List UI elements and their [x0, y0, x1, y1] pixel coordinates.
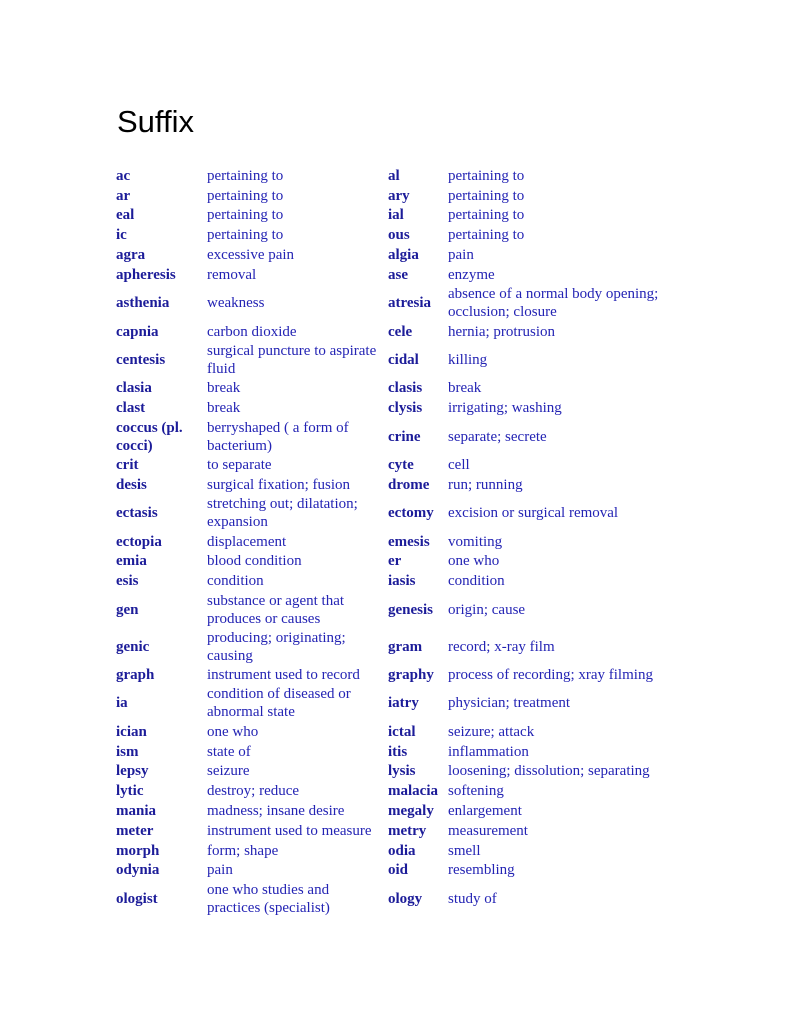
table-row [114, 781, 674, 801]
table-row [114, 762, 674, 782]
table-row [114, 245, 674, 265]
suffix-term: graphy [388, 667, 434, 684]
suffix-term: emesis [388, 533, 430, 550]
suffix-term: mania [116, 803, 157, 820]
suffix-definition: pertaining to [448, 167, 525, 184]
suffix-term: ician [116, 723, 147, 740]
suffix-table [114, 166, 674, 917]
suffix-term: gen [116, 601, 139, 618]
table-row [114, 821, 674, 841]
suffix-definition: enzyme [448, 266, 495, 283]
table-row [114, 285, 674, 322]
table-row [114, 571, 674, 591]
suffix-definition: process of recording; xray filming [448, 667, 653, 684]
suffix-definition: stretching out; dilatation; expansion [207, 496, 358, 531]
suffix-term: megaly [388, 803, 434, 820]
suffix-term: ar [116, 187, 131, 204]
suffix-term: cele [388, 323, 413, 340]
table-row [114, 265, 674, 285]
suffix-definition: substance or agent that produces or causes [207, 592, 345, 627]
suffix-term: ectasis [116, 505, 158, 522]
suffix-definition: destroy; reduce [207, 783, 300, 800]
suffix-term: al [388, 167, 400, 184]
suffix-term: algia [388, 247, 419, 264]
suffix-definition: carbon dioxide [207, 323, 297, 340]
suffix-definition: resembling [448, 862, 515, 879]
table-row [114, 801, 674, 821]
suffix-definition: excision or surgical removal [448, 505, 619, 522]
suffix-definition: to separate [207, 457, 272, 474]
suffix-definition: inflammation [448, 743, 529, 760]
suffix-term: iasis [388, 573, 416, 590]
suffix-definition: berryshaped ( a form of bacterium) [207, 419, 349, 454]
table-row [114, 166, 674, 186]
suffix-term: atresia [388, 295, 432, 312]
suffix-definition: study of [448, 890, 497, 907]
suffix-term: crit [116, 457, 139, 474]
suffix-definition: measurement [448, 822, 528, 839]
suffix-definition: instrument used to measure [207, 822, 372, 839]
suffix-definition: seizure [207, 763, 250, 780]
table-row [114, 552, 674, 572]
suffix-definition: one who [207, 723, 259, 740]
suffix-term: drome [388, 476, 430, 493]
table-row [114, 861, 674, 881]
suffix-definition: vomiting [448, 533, 503, 550]
suffix-term: metry [388, 822, 427, 839]
suffix-term: odynia [116, 862, 160, 879]
suffix-definition: cell [448, 457, 470, 474]
table-row [114, 322, 674, 342]
suffix-term: genesis [388, 601, 433, 618]
suffix-term: ase [388, 266, 408, 283]
suffix-definition: displacement [207, 533, 287, 550]
suffix-term: meter [116, 822, 154, 839]
suffix-definition: condition of diseased or abnormal state [207, 686, 351, 721]
suffix-term: ial [388, 207, 404, 224]
table-row [114, 398, 674, 418]
suffix-term: ous [388, 227, 410, 244]
table-row [114, 591, 674, 628]
suffix-term: desis [116, 476, 147, 493]
suffix-term: centesis [116, 352, 166, 369]
suffix-term: odia [388, 842, 416, 859]
suffix-term: asthenia [116, 295, 170, 312]
suffix-term: gram [388, 638, 423, 655]
suffix-definition: separate; secrete [448, 428, 547, 445]
table-row [114, 206, 674, 226]
suffix-term: oid [388, 862, 409, 879]
suffix-term: lysis [388, 763, 416, 780]
suffix-definition: origin; cause [448, 601, 526, 618]
suffix-term: iatry [388, 695, 419, 712]
suffix-term: ectomy [388, 505, 434, 522]
table-row [114, 532, 674, 552]
suffix-term: genic [116, 638, 150, 655]
suffix-definition: loosening; dissolution; separating [448, 763, 650, 780]
suffix-term: ictal [388, 723, 416, 740]
table-row [114, 665, 674, 685]
suffix-definition: pertaining to [448, 187, 525, 204]
suffix-definition: hernia; protrusion [448, 323, 556, 340]
table-row [114, 742, 674, 762]
suffix-definition: smell [448, 842, 481, 859]
table-row [114, 225, 674, 245]
suffix-definition: pertaining to [207, 207, 284, 224]
table-row [114, 880, 674, 917]
suffix-definition: removal [207, 266, 257, 283]
suffix-definition: enlargement [448, 803, 522, 820]
suffix-definition: one who [448, 553, 500, 570]
suffix-definition: irrigating; washing [448, 400, 562, 417]
suffix-definition: softening [448, 783, 504, 800]
suffix-definition: producing; originating; causing [207, 629, 346, 664]
suffix-term: ologist [116, 890, 158, 907]
suffix-term: emia [116, 553, 147, 570]
table-row [114, 379, 674, 399]
suffix-term: eal [116, 207, 135, 224]
suffix-term: ic [116, 227, 127, 244]
suffix-term: ectopia [116, 533, 162, 550]
suffix-term: itis [388, 743, 408, 760]
suffix-term: ology [388, 890, 423, 907]
table-row [114, 455, 674, 475]
suffix-definition: pertaining to [448, 227, 525, 244]
suffix-definition: record; x-ray film [448, 638, 555, 655]
suffix-definition: surgical puncture to aspirate fluid [207, 343, 377, 378]
suffix-definition: pertaining to [207, 227, 284, 244]
suffix-term: cidal [388, 352, 419, 369]
suffix-definition: weakness [207, 295, 265, 312]
suffix-term: er [388, 553, 402, 570]
suffix-term: morph [116, 842, 160, 859]
suffix-term: crine [388, 428, 421, 445]
suffix-term: graph [116, 667, 155, 684]
suffix-definition: pertaining to [448, 207, 525, 224]
suffix-term: lytic [116, 783, 144, 800]
suffix-definition: form; shape [207, 842, 279, 859]
suffix-definition: seizure; attack [448, 723, 535, 740]
suffix-term: clasia [116, 380, 152, 397]
suffix-definition: killing [448, 352, 488, 369]
suffix-term: cyte [388, 457, 414, 474]
suffix-definition: excessive pain [207, 247, 295, 264]
suffix-definition: madness; insane desire [207, 803, 345, 820]
suffix-definition: physician; treatment [448, 695, 571, 712]
suffix-term: ism [116, 743, 139, 760]
table-row [114, 342, 674, 379]
table-row [114, 685, 674, 722]
table-row [114, 628, 674, 665]
suffix-term: esis [116, 573, 139, 590]
suffix-term: coccus (pl. cocci) [116, 419, 183, 454]
suffix-definition: one who studies and practices (specialist) [207, 881, 330, 916]
suffix-definition: pain [448, 247, 474, 264]
suffix-term: ac [116, 167, 131, 184]
suffix-term: malacia [388, 783, 438, 800]
suffix-definition: pertaining to [207, 187, 284, 204]
suffix-definition: break [207, 380, 241, 397]
suffix-term: ary [388, 187, 410, 204]
table-row [114, 186, 674, 206]
suffix-definition: pain [207, 862, 233, 879]
suffix-definition: state of [207, 743, 251, 760]
page-title: Suffix [117, 104, 194, 139]
suffix-term: clast [116, 400, 146, 417]
suffix-definition: condition [448, 573, 505, 590]
suffix-table-body [114, 166, 674, 917]
suffix-term: ia [116, 695, 128, 712]
suffix-term: clysis [388, 400, 423, 417]
table-row [114, 475, 674, 495]
table-row [114, 722, 674, 742]
suffix-definition: break [448, 380, 482, 397]
suffix-definition: blood condition [207, 553, 302, 570]
suffix-definition: pertaining to [207, 167, 284, 184]
suffix-definition: instrument used to record [207, 667, 360, 684]
suffix-definition: condition [207, 573, 264, 590]
table-row [114, 495, 674, 532]
suffix-term: agra [116, 247, 146, 264]
suffix-term: apheresis [116, 266, 176, 283]
table-row [114, 418, 674, 455]
suffix-term: capnia [116, 323, 159, 340]
table-row [114, 841, 674, 861]
suffix-definition: run; running [448, 476, 523, 493]
suffix-term: clasis [388, 380, 423, 397]
suffix-term: lepsy [116, 763, 149, 780]
suffix-definition: absence of a normal body opening; occlusion; closure [448, 286, 659, 321]
suffix-definition: break [207, 400, 241, 417]
suffix-definition: surgical fixation; fusion [207, 476, 351, 493]
